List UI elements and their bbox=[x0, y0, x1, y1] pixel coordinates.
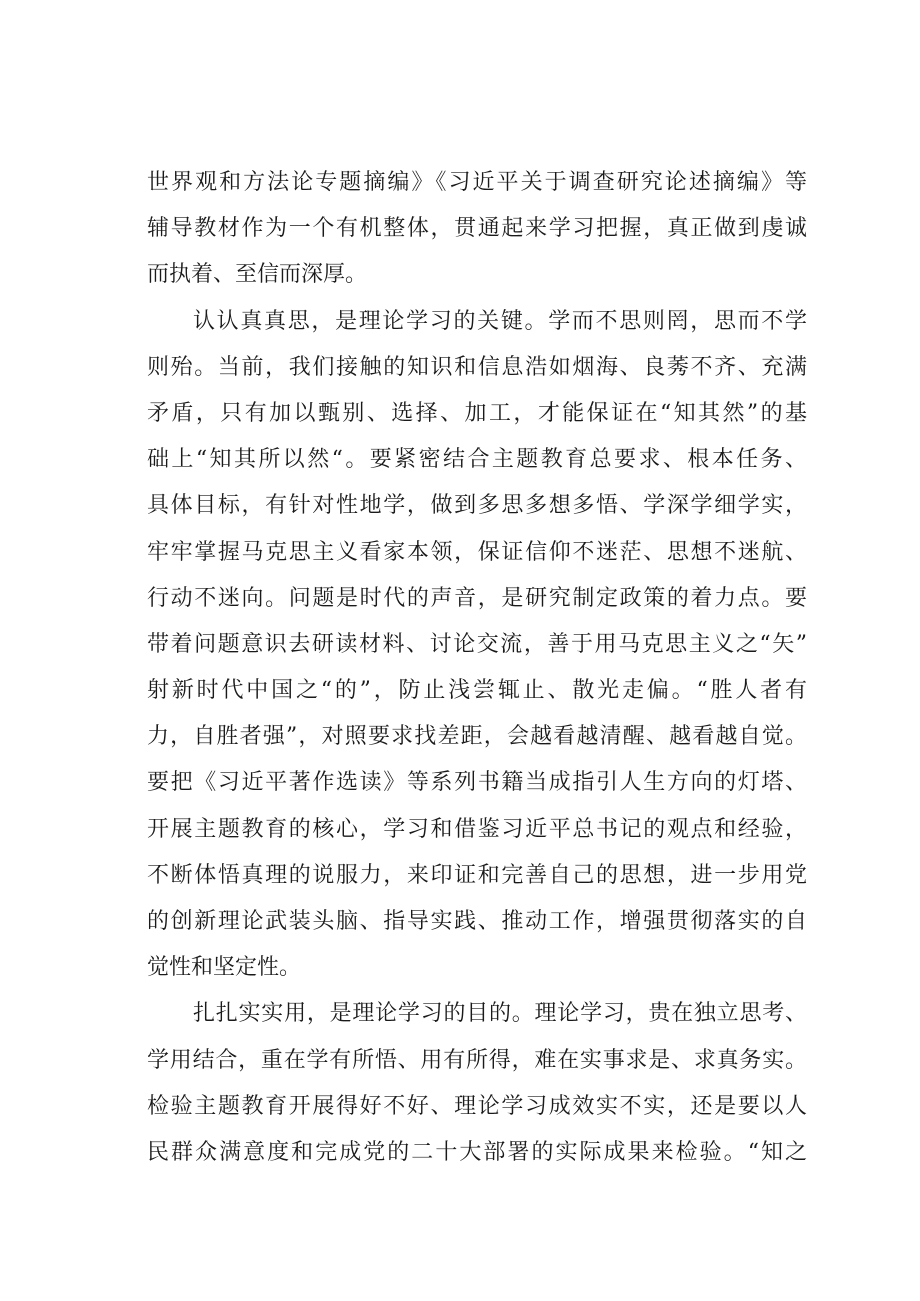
text-line: 则殆。当前，我们接触的知识和信息浩如烟海、良莠不齐、充满 bbox=[147, 354, 807, 380]
text-line: 的创新理论武装头脑、指导实践、推动工作，增强贯彻落实的自 bbox=[147, 909, 807, 934]
text-line: 矛盾，只有加以甄别、选择、加工，才能保证在“知其然”的基 bbox=[147, 400, 807, 426]
text-line: 行动不迷向。问题是时代的声音，是研究制定政策的着力点。要 bbox=[147, 585, 807, 611]
text-line: 射新时代中国之“的”，防止浅尝辄止、散光走偏。“胜人者有 bbox=[147, 678, 807, 704]
text-line: 力，自胜者强”，对照要求找差距，会越看越清醒、越看越自觉。 bbox=[147, 724, 807, 750]
text-line: 具体目标，有针对性地学，做到多思多想多悟、学深学细学实， bbox=[147, 493, 807, 519]
text-line: 认认真真思，是理论学习的关键。学而不思则罔，思而不学 bbox=[193, 308, 807, 334]
text-line: 开展主题教育的核心，学习和借鉴习近平总书记的观点和经验， bbox=[147, 816, 807, 842]
text-line: 觉性和坚定性。 bbox=[147, 955, 302, 981]
text-line: 而执着、至信而深厚。 bbox=[147, 262, 368, 288]
text-line: 检验主题教育开展得好不好、理论学习成效实不实，还是要以人 bbox=[147, 1093, 807, 1119]
text-line: 础上“知其所以然“。要紧密结合主题教育总要求、根本任务、 bbox=[147, 447, 807, 473]
text-line: 扎扎实实用，是理论学习的目的。理论学习，贵在独立思考、 bbox=[193, 1001, 807, 1027]
text-line: 不断体悟真理的说服力，来印证和完善自己的思想，进一步用党 bbox=[147, 862, 807, 888]
text-line: 辅导教材作为一个有机整体，贯通起来学习把握，真正做到虔诚 bbox=[147, 216, 807, 242]
body-text bbox=[147, 160, 807, 1176]
text-line: 带着问题意识去研读材料、讨论交流，善于用马克思主义之“矢” bbox=[147, 631, 807, 657]
text-line: 民群众满意度和完成党的二十大部署的实际成果来检验。“知之 bbox=[147, 1139, 807, 1165]
text-line: 世界观和方法论专题摘编》《习近平关于调查研究论述摘编》等 bbox=[147, 170, 807, 195]
text-line: 牢牢掌握马克思主义看家本领，保证信仰不迷茫、思想不迷航、 bbox=[147, 539, 807, 565]
text-line: 学用结合，重在学有所悟、用有所得，难在实事求是、求真务实。 bbox=[147, 1047, 807, 1073]
text-line: 要把《习近平著作选读》等系列书籍当成指引人生方向的灯塔、 bbox=[147, 770, 807, 796]
